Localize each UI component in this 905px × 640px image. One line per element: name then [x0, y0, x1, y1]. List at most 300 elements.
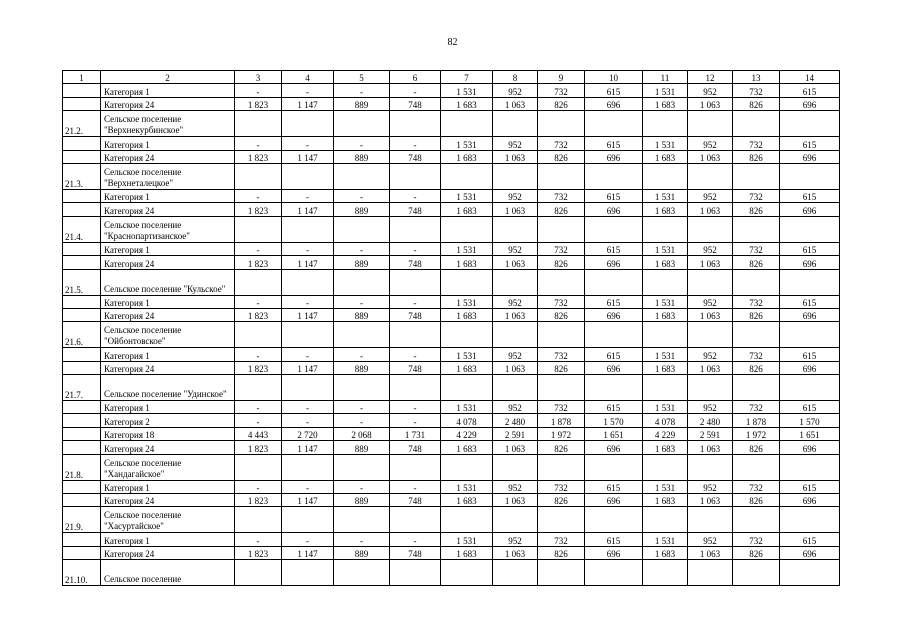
category-name-cell: Категория 2 [101, 414, 235, 427]
value-cell: 826 [733, 97, 780, 110]
value-cell: 952 [688, 242, 733, 255]
value-cell: 732 [538, 533, 585, 546]
value-cell [688, 454, 733, 480]
value-cell: 1 531 [643, 480, 688, 493]
category-name-cell: Категория 24 [101, 150, 235, 163]
value-cell: 1 823 [235, 150, 282, 163]
value-cell: - [334, 480, 390, 493]
value-cell: 696 [780, 256, 840, 269]
settlement-name-cell: Сельское поселение "Удинское" [101, 375, 235, 401]
settlement-name-cell: Сельское поселение [101, 560, 235, 586]
value-cell: - [282, 242, 334, 255]
settlement-name-cell: Сельское поселение "Кульское" [101, 269, 235, 295]
value-cell: 1 683 [441, 441, 493, 454]
value-cell: 748 [390, 150, 441, 163]
value-cell: - [235, 348, 282, 361]
value-cell [733, 269, 780, 295]
value-cell: 732 [538, 84, 585, 97]
value-cell: 732 [538, 480, 585, 493]
value-cell: 1 063 [493, 308, 538, 321]
value-cell [493, 163, 538, 189]
value-cell [493, 507, 538, 533]
category-name-cell: Категория 24 [101, 256, 235, 269]
value-cell: 826 [538, 150, 585, 163]
value-cell: - [334, 84, 390, 97]
value-cell: 732 [538, 242, 585, 255]
value-cell: 732 [538, 348, 585, 361]
page-number: 82 [447, 37, 458, 48]
value-cell [538, 507, 585, 533]
value-cell: 826 [733, 494, 780, 507]
header-cell: 2 [101, 71, 235, 84]
value-cell: 1 683 [441, 546, 493, 559]
header-cell: 5 [334, 71, 390, 84]
value-cell: 748 [390, 256, 441, 269]
value-cell: 826 [538, 256, 585, 269]
value-cell: 1 063 [493, 494, 538, 507]
value-cell: 4 443 [235, 427, 282, 440]
value-cell: 826 [538, 361, 585, 374]
value-cell: - [390, 242, 441, 255]
table-row [63, 256, 840, 269]
value-cell: 1 531 [643, 137, 688, 150]
value-cell: 1 063 [493, 546, 538, 559]
row-number-cell [63, 242, 101, 255]
value-cell [643, 269, 688, 295]
value-cell [282, 322, 334, 348]
value-cell: 1 147 [282, 203, 334, 216]
value-cell [334, 111, 390, 137]
row-number-cell [63, 546, 101, 559]
category-name-cell: Категория 1 [101, 189, 235, 202]
value-cell: 952 [493, 348, 538, 361]
value-cell: 615 [780, 295, 840, 308]
value-cell [780, 454, 840, 480]
value-cell: 748 [390, 546, 441, 559]
value-cell [235, 111, 282, 137]
value-cell [334, 269, 390, 295]
value-cell [390, 507, 441, 533]
row-number-cell [63, 256, 101, 269]
value-cell [688, 507, 733, 533]
value-cell [235, 454, 282, 480]
row-number-cell [63, 401, 101, 414]
value-cell: 952 [688, 84, 733, 97]
value-cell [390, 375, 441, 401]
header-cell: 3 [235, 71, 282, 84]
value-cell: 2 720 [282, 427, 334, 440]
value-cell: 952 [493, 84, 538, 97]
value-cell: 826 [733, 203, 780, 216]
settlement-name-cell: Сельское поселение "Краснопартизанское" [101, 216, 235, 242]
value-cell [493, 454, 538, 480]
value-cell: 696 [585, 361, 643, 374]
table-row [63, 97, 840, 110]
value-cell: 1 651 [585, 427, 643, 440]
header-cell: 14 [780, 71, 840, 84]
value-cell: - [235, 295, 282, 308]
value-cell [493, 269, 538, 295]
value-cell [585, 507, 643, 533]
header-cell: 9 [538, 71, 585, 84]
value-cell: 1 531 [441, 84, 493, 97]
value-cell [585, 111, 643, 137]
value-cell: 696 [585, 308, 643, 321]
table-row [63, 189, 840, 202]
value-cell: 1 063 [688, 97, 733, 110]
category-name-cell: Категория 1 [101, 295, 235, 308]
value-cell: 826 [733, 441, 780, 454]
category-name-cell: Категория 1 [101, 84, 235, 97]
header-row [63, 71, 840, 84]
table-row [63, 401, 840, 414]
value-cell: 1 878 [733, 414, 780, 427]
table-row [63, 533, 840, 546]
settlement-row [63, 507, 840, 533]
table-row [63, 242, 840, 255]
value-cell [585, 322, 643, 348]
value-cell: 1 147 [282, 97, 334, 110]
value-cell: 696 [780, 97, 840, 110]
value-cell [282, 375, 334, 401]
value-cell: 1 683 [441, 494, 493, 507]
value-cell: 732 [733, 189, 780, 202]
value-cell: - [235, 533, 282, 546]
value-cell [282, 507, 334, 533]
value-cell: 1 683 [643, 308, 688, 321]
value-cell: 696 [585, 494, 643, 507]
value-cell [733, 111, 780, 137]
value-cell: - [334, 401, 390, 414]
value-cell: 826 [733, 361, 780, 374]
value-cell: 615 [780, 480, 840, 493]
value-cell: - [282, 84, 334, 97]
value-cell: 889 [334, 203, 390, 216]
settlement-row [63, 269, 840, 295]
value-cell: 1 683 [643, 150, 688, 163]
row-number-cell [63, 494, 101, 507]
value-cell [441, 163, 493, 189]
settlement-row [63, 560, 840, 586]
value-cell: 615 [780, 189, 840, 202]
value-cell: 696 [780, 494, 840, 507]
value-cell [235, 163, 282, 189]
value-cell [282, 560, 334, 586]
value-cell [334, 560, 390, 586]
value-cell: 952 [688, 137, 733, 150]
value-cell [441, 322, 493, 348]
value-cell: 732 [538, 189, 585, 202]
value-cell: 1 063 [688, 546, 733, 559]
row-number-cell: 21.10. [63, 560, 101, 586]
value-cell: 696 [585, 150, 643, 163]
value-cell: 1 063 [493, 441, 538, 454]
value-cell: 2 480 [688, 414, 733, 427]
value-cell: 1 823 [235, 361, 282, 374]
row-number-cell: 21.3. [63, 163, 101, 189]
value-cell [585, 375, 643, 401]
value-cell: 889 [334, 494, 390, 507]
value-cell [441, 507, 493, 533]
settlement-row [63, 454, 840, 480]
value-cell [643, 454, 688, 480]
value-cell: 952 [688, 348, 733, 361]
table-row [63, 84, 840, 97]
value-cell: 1 147 [282, 150, 334, 163]
value-cell [390, 269, 441, 295]
value-cell: 615 [780, 84, 840, 97]
value-cell: 1 147 [282, 546, 334, 559]
value-cell: 1 531 [441, 480, 493, 493]
category-name-cell: Категория 24 [101, 546, 235, 559]
value-cell: 615 [585, 401, 643, 414]
table-row [63, 203, 840, 216]
value-cell: 696 [780, 203, 840, 216]
value-cell [688, 560, 733, 586]
value-cell: 1 683 [441, 97, 493, 110]
value-cell: 889 [334, 256, 390, 269]
value-cell [390, 163, 441, 189]
value-cell: 1 063 [493, 203, 538, 216]
value-cell: 952 [688, 480, 733, 493]
table-row [63, 494, 840, 507]
category-name-cell: Категория 1 [101, 137, 235, 150]
value-cell: 615 [585, 295, 643, 308]
value-cell: 1 531 [441, 242, 493, 255]
value-cell: 1 683 [643, 203, 688, 216]
value-cell: 1 147 [282, 441, 334, 454]
value-cell: - [235, 189, 282, 202]
value-cell: 696 [780, 150, 840, 163]
table-row [63, 414, 840, 427]
value-cell: - [282, 348, 334, 361]
value-cell: - [390, 189, 441, 202]
value-cell [538, 454, 585, 480]
value-cell: 826 [538, 308, 585, 321]
value-cell: 952 [493, 242, 538, 255]
value-cell: 952 [493, 480, 538, 493]
value-cell [390, 560, 441, 586]
value-cell: - [390, 348, 441, 361]
value-cell: 1 531 [643, 348, 688, 361]
value-cell: 952 [493, 533, 538, 546]
value-cell: 952 [688, 189, 733, 202]
value-cell: 889 [334, 441, 390, 454]
value-cell: 696 [780, 361, 840, 374]
value-cell: 615 [780, 533, 840, 546]
value-cell: - [334, 533, 390, 546]
value-cell: 1 531 [643, 242, 688, 255]
value-cell [334, 322, 390, 348]
category-name-cell: Категория 24 [101, 441, 235, 454]
row-number-cell: 21.4. [63, 216, 101, 242]
value-cell: 1 063 [493, 97, 538, 110]
value-cell: 1 683 [441, 361, 493, 374]
value-cell: 615 [780, 137, 840, 150]
value-cell [780, 375, 840, 401]
value-cell [688, 216, 733, 242]
row-number-cell [63, 84, 101, 97]
header-cell: 13 [733, 71, 780, 84]
row-number-cell [63, 348, 101, 361]
value-cell: 1 531 [643, 401, 688, 414]
value-cell: 615 [585, 84, 643, 97]
value-cell: 952 [493, 189, 538, 202]
value-cell: 1 651 [780, 427, 840, 440]
value-cell [585, 216, 643, 242]
value-cell: - [282, 480, 334, 493]
header-cell: 12 [688, 71, 733, 84]
table-row [63, 546, 840, 559]
value-cell [585, 454, 643, 480]
value-cell: 615 [780, 348, 840, 361]
value-cell: 696 [585, 546, 643, 559]
value-cell: - [390, 414, 441, 427]
value-cell: - [390, 84, 441, 97]
value-cell: 1 063 [688, 441, 733, 454]
header-cell: 1 [63, 71, 101, 84]
table-body [63, 71, 840, 586]
table-row [63, 427, 840, 440]
settlement-name-cell: Сельское поселение "Хандагайское" [101, 454, 235, 480]
value-cell: 615 [585, 242, 643, 255]
value-cell [780, 507, 840, 533]
value-cell [282, 269, 334, 295]
value-cell: 952 [493, 401, 538, 414]
value-cell: 732 [733, 533, 780, 546]
value-cell [390, 111, 441, 137]
header-cell: 10 [585, 71, 643, 84]
row-number-cell [63, 480, 101, 493]
table-row [63, 361, 840, 374]
value-cell [441, 216, 493, 242]
value-cell: 1 683 [441, 150, 493, 163]
value-cell: 1 683 [643, 441, 688, 454]
category-name-cell: Категория 1 [101, 480, 235, 493]
value-cell [538, 111, 585, 137]
value-cell: 696 [585, 97, 643, 110]
value-cell: 615 [780, 242, 840, 255]
value-cell: 1 731 [390, 427, 441, 440]
value-cell [334, 507, 390, 533]
value-cell: 696 [585, 203, 643, 216]
value-cell [643, 216, 688, 242]
value-cell: - [334, 189, 390, 202]
table-row [63, 137, 840, 150]
value-cell: 748 [390, 441, 441, 454]
value-cell: 732 [733, 401, 780, 414]
value-cell: 615 [585, 137, 643, 150]
value-cell: 1 147 [282, 256, 334, 269]
value-cell: 1 531 [441, 401, 493, 414]
value-cell: - [282, 414, 334, 427]
value-cell [780, 216, 840, 242]
value-cell [688, 111, 733, 137]
value-cell: - [390, 137, 441, 150]
value-cell: 2 591 [493, 427, 538, 440]
value-cell [441, 111, 493, 137]
value-cell [235, 375, 282, 401]
value-cell: 615 [585, 348, 643, 361]
value-cell: 1 972 [538, 427, 585, 440]
value-cell [733, 163, 780, 189]
value-cell [235, 216, 282, 242]
value-cell [334, 375, 390, 401]
value-cell: - [390, 533, 441, 546]
value-cell: 1 063 [493, 256, 538, 269]
value-cell: - [334, 137, 390, 150]
value-cell: 1 823 [235, 546, 282, 559]
value-cell [780, 111, 840, 137]
value-cell: 1 063 [493, 361, 538, 374]
table-row [63, 308, 840, 321]
value-cell: - [235, 414, 282, 427]
value-cell [733, 375, 780, 401]
value-cell: 615 [585, 480, 643, 493]
value-cell [390, 216, 441, 242]
row-number-cell [63, 137, 101, 150]
value-cell [585, 560, 643, 586]
value-cell [441, 269, 493, 295]
value-cell [235, 322, 282, 348]
row-number-cell: 21.2. [63, 111, 101, 137]
value-cell: 826 [538, 203, 585, 216]
value-cell: - [282, 401, 334, 414]
value-cell: 1 531 [441, 348, 493, 361]
tariff-table [62, 70, 840, 586]
table-row [63, 348, 840, 361]
row-number-cell [63, 441, 101, 454]
value-cell [643, 560, 688, 586]
value-cell [733, 322, 780, 348]
value-cell [282, 163, 334, 189]
row-number-cell [63, 414, 101, 427]
value-cell [780, 269, 840, 295]
value-cell: 826 [538, 546, 585, 559]
value-cell: 1 823 [235, 203, 282, 216]
value-cell: 1 531 [643, 533, 688, 546]
value-cell: 732 [733, 480, 780, 493]
value-cell [334, 216, 390, 242]
value-cell: - [235, 480, 282, 493]
category-name-cell: Категория 1 [101, 242, 235, 255]
row-number-cell: 21.7. [63, 375, 101, 401]
settlement-row [63, 322, 840, 348]
row-number-cell [63, 533, 101, 546]
row-number-cell [63, 308, 101, 321]
value-cell: 1 823 [235, 256, 282, 269]
value-cell: 4 078 [643, 414, 688, 427]
value-cell [733, 216, 780, 242]
value-cell: - [235, 137, 282, 150]
value-cell [733, 454, 780, 480]
value-cell: - [282, 189, 334, 202]
value-cell: 732 [733, 84, 780, 97]
value-cell: 952 [688, 401, 733, 414]
value-cell: - [235, 401, 282, 414]
category-name-cell: Категория 24 [101, 361, 235, 374]
value-cell: 696 [585, 441, 643, 454]
value-cell [441, 454, 493, 480]
value-cell [688, 375, 733, 401]
value-cell: 826 [733, 308, 780, 321]
row-number-cell: 21.5. [63, 269, 101, 295]
value-cell: 696 [585, 256, 643, 269]
value-cell: - [282, 295, 334, 308]
value-cell [733, 560, 780, 586]
table-row [63, 295, 840, 308]
value-cell: 2 480 [493, 414, 538, 427]
